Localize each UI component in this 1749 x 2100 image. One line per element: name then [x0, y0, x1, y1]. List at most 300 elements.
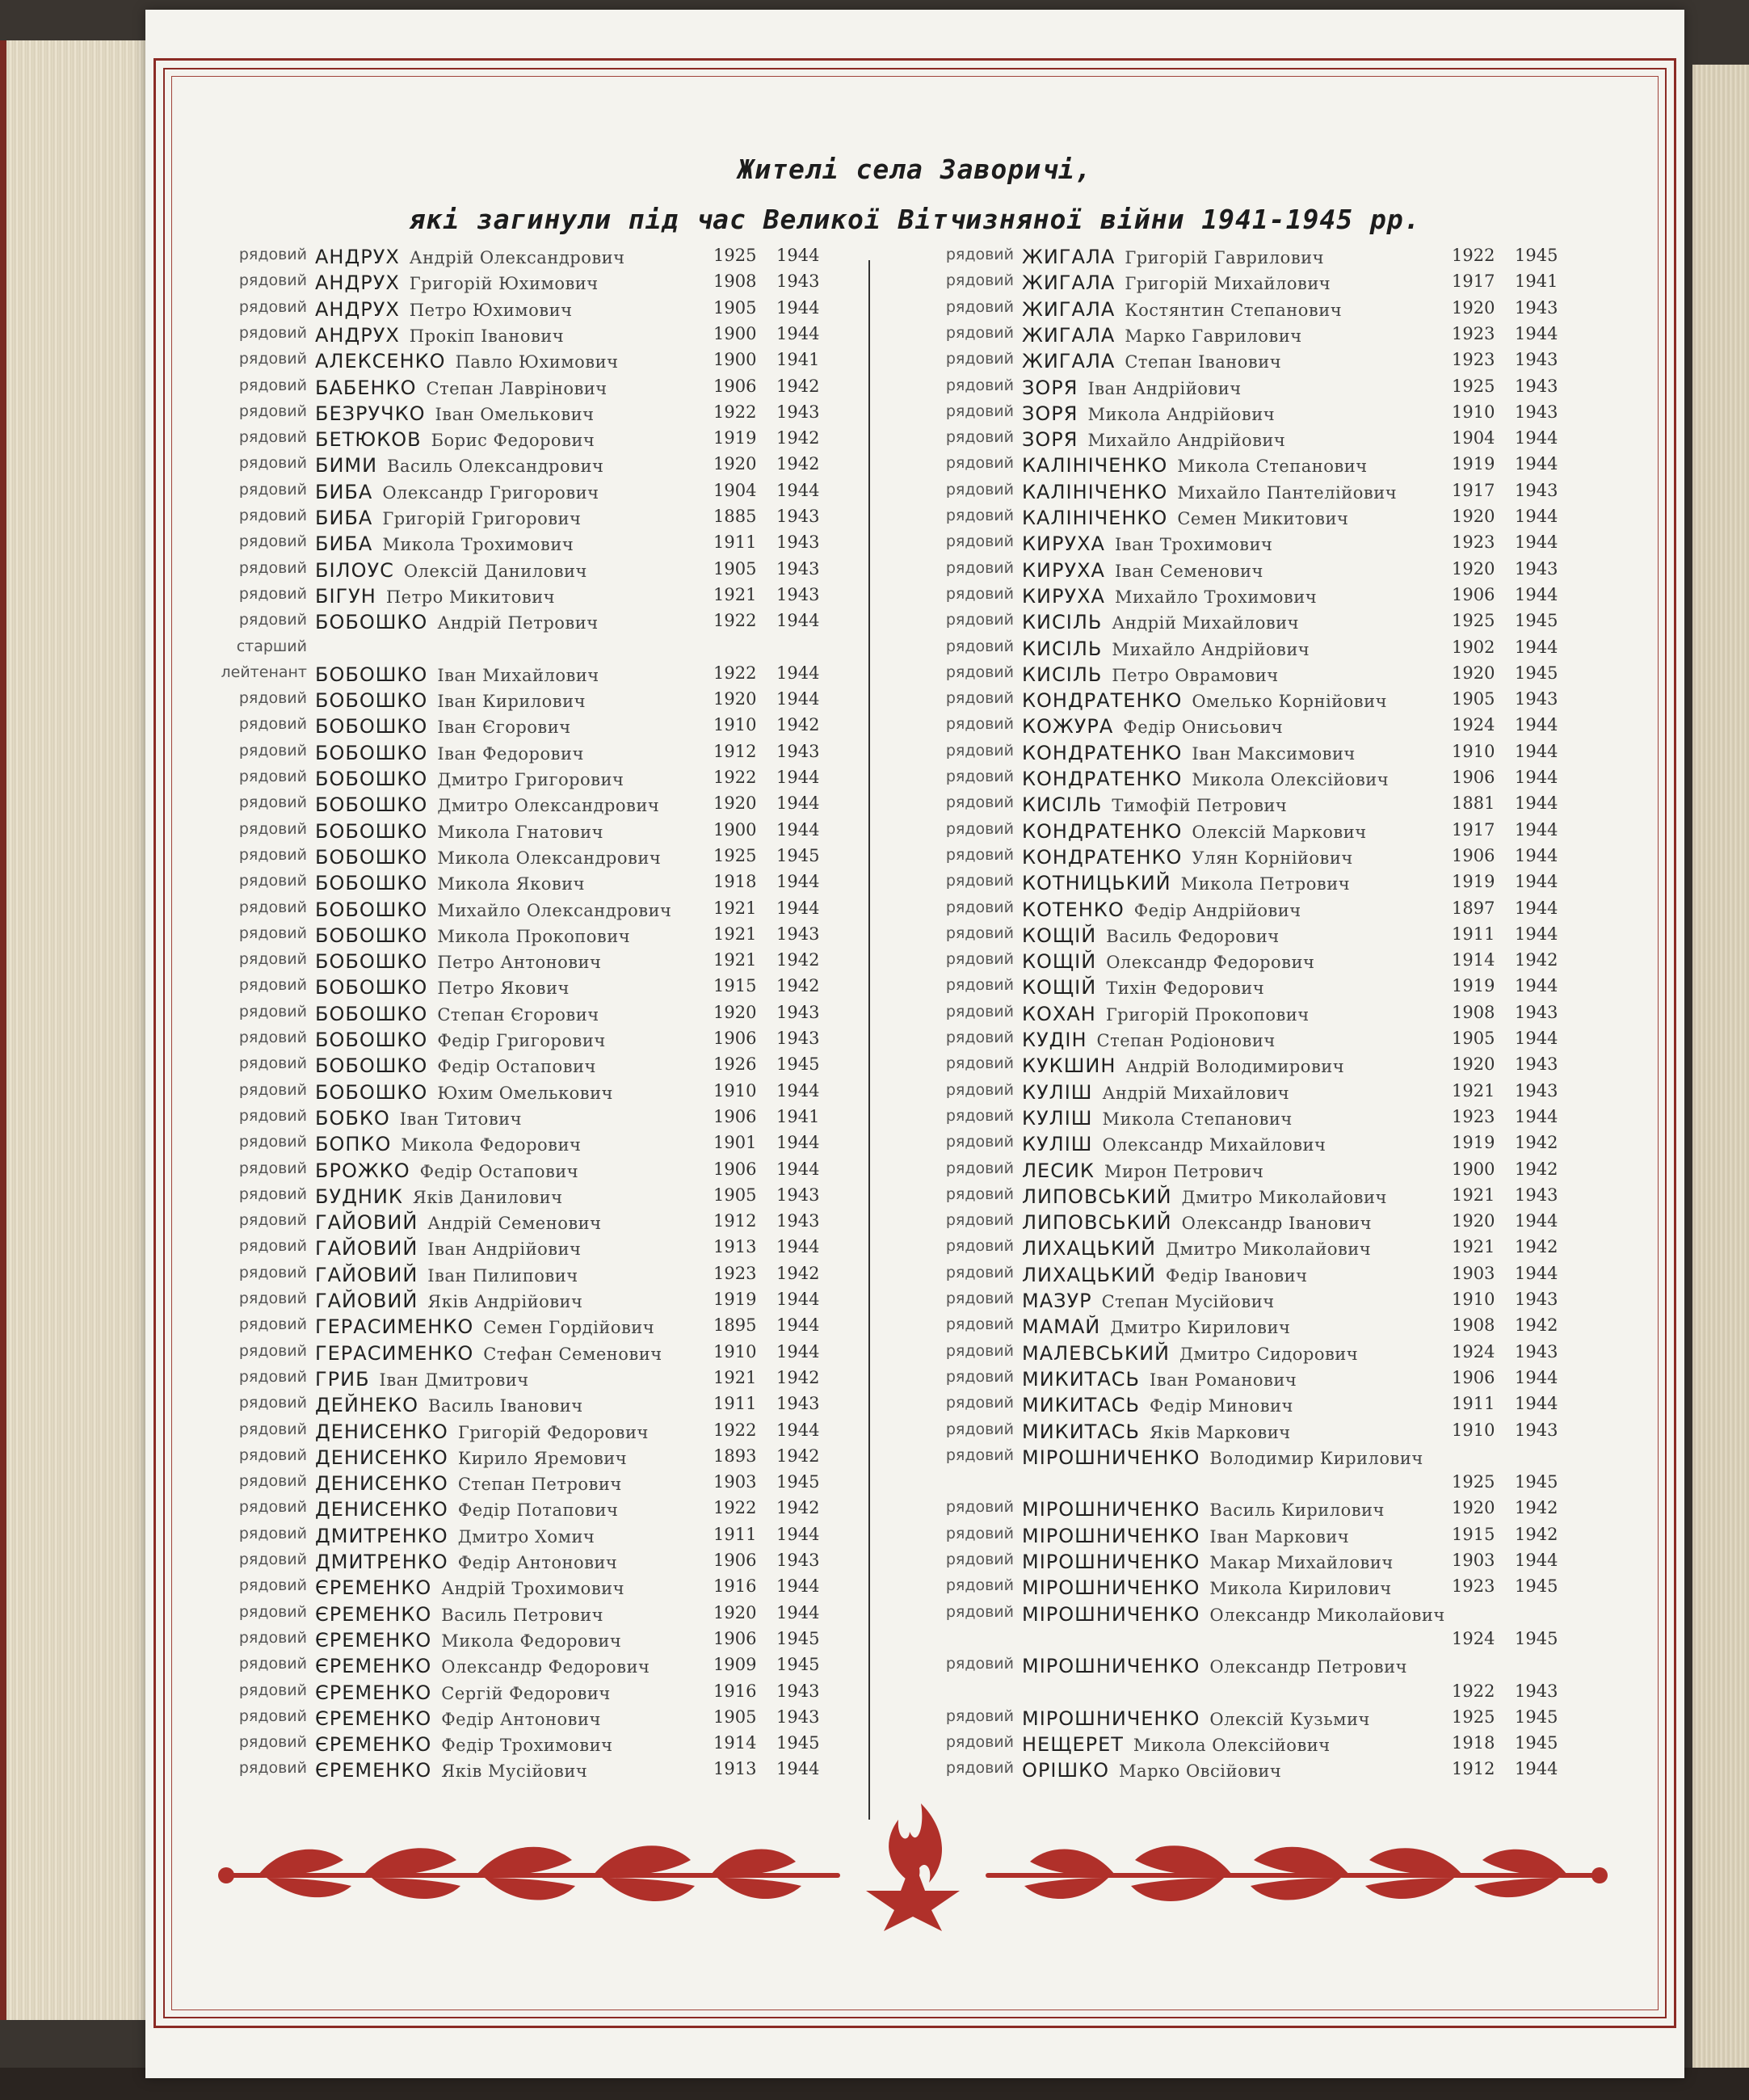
- surname-text: МАМАЙ: [1022, 1315, 1101, 1339]
- given-names: Іван Романович: [1149, 1370, 1297, 1390]
- birth-year: 1921: [713, 898, 757, 918]
- surname-text: ЖИГАЛА: [1022, 350, 1116, 373]
- given-names: Олексій Маркович: [1192, 822, 1367, 842]
- surname: [315, 663, 599, 686]
- birth-year: 1921: [1452, 1080, 1495, 1101]
- given-names: Андрій Петрович: [437, 613, 599, 633]
- surname-text: АНДРУХ: [315, 246, 400, 268]
- rank-label: рядовий: [945, 872, 1014, 890]
- surname: [315, 350, 618, 372]
- rank-label: рядовий: [238, 1394, 307, 1412]
- surname-text: ДЕНИСЕНКО: [315, 1446, 448, 1469]
- surname-text: КИСІЛЬ: [1022, 793, 1103, 817]
- surname: [315, 1681, 611, 1704]
- death-year: 1943: [1515, 1290, 1558, 1309]
- rank-label: рядовий: [945, 1237, 1014, 1256]
- death-year: 1943: [1515, 1420, 1558, 1440]
- surname: [315, 507, 581, 529]
- death-year: 1945: [1515, 663, 1558, 683]
- birth-year: 1903: [1452, 1551, 1495, 1570]
- surname-text: ДЕНИСЕНКО: [315, 1420, 448, 1443]
- rank-label: рядовий: [945, 246, 1014, 263]
- surname: [1022, 1054, 1344, 1077]
- surname-text: АНДРУХ: [315, 297, 400, 321]
- surname-text: БОБКО: [315, 1106, 390, 1130]
- death-year: 1943: [1515, 1341, 1558, 1361]
- birth-year: 1920: [713, 454, 757, 474]
- surname-text: ЄРЕМЕНКО: [315, 1628, 432, 1652]
- rank-label: рядовий: [238, 1681, 307, 1699]
- death-year: 1944: [776, 1159, 820, 1179]
- surname-text: ОРІШКО: [1022, 1759, 1110, 1782]
- birth-year: 1926: [713, 1054, 757, 1075]
- surname-text: КОТНИЦЬКИЙ: [1022, 872, 1171, 895]
- surname: [1022, 1211, 1372, 1234]
- birth-year: 1924: [1452, 1628, 1495, 1648]
- birth-year: 1921: [713, 584, 757, 604]
- surname: [1022, 742, 1356, 764]
- birth-year: 1906: [1452, 845, 1495, 865]
- death-year: 1943: [1515, 1002, 1558, 1022]
- surname: [1022, 1315, 1290, 1338]
- rank-label: рядовий: [238, 1551, 307, 1568]
- given-names: Улян Корнійович: [1192, 848, 1353, 868]
- rank-label: рядовий: [238, 1367, 307, 1386]
- surname: [1022, 1629, 1032, 1652]
- birth-year: 1906: [713, 1106, 757, 1126]
- surname: [315, 820, 603, 843]
- given-names: Андрій Володимирович: [1125, 1057, 1345, 1077]
- death-year: 1942: [776, 976, 820, 996]
- surname-text: ГАЙОВИЙ: [315, 1263, 418, 1286]
- given-names: Михайло Андрійович: [1112, 639, 1310, 659]
- given-names: Юхим Омелькович: [437, 1083, 613, 1103]
- surname: [315, 1472, 622, 1495]
- given-names: Іван Омелькович: [435, 404, 595, 424]
- given-names: Михайло Трохимович: [1114, 587, 1318, 607]
- given-names: Микола Федорович: [401, 1135, 582, 1155]
- given-names: Яків Мусійович: [441, 1761, 588, 1782]
- surname-text: НЕЩЕРЕТ: [1022, 1733, 1124, 1757]
- given-names: Іван Андрійович: [1087, 378, 1242, 398]
- surname: [315, 1576, 624, 1599]
- given-names: Григорій Юхимович: [409, 274, 599, 294]
- given-names: Микола Олексійович: [1192, 770, 1390, 789]
- death-year: 1943: [776, 741, 820, 761]
- rank-label: рядовий: [238, 1707, 307, 1725]
- death-year: 1945: [1515, 1472, 1558, 1492]
- birth-year: 1911: [713, 532, 757, 553]
- rank-label: рядовий: [238, 741, 307, 760]
- given-names: Сергій Федорович: [441, 1683, 611, 1703]
- birth-year: 1922: [713, 768, 757, 787]
- rank-label: рядовий: [945, 1394, 1014, 1412]
- given-names: Андрій Олександрович: [409, 248, 625, 267]
- given-names: Микола Степанович: [1177, 457, 1368, 477]
- given-names: Костянтин Степанович: [1125, 300, 1343, 320]
- rank-label: рядовий: [945, 768, 1014, 785]
- rank-label: рядовий: [238, 271, 307, 290]
- death-year: 1942: [1515, 1524, 1558, 1544]
- rank-label: рядовий: [945, 950, 1014, 969]
- death-year: 1944: [776, 1602, 820, 1622]
- death-year: 1944: [776, 611, 820, 631]
- rank-label: рядовий: [238, 480, 307, 499]
- birth-year: 1917: [1452, 271, 1495, 292]
- given-names: Іван Маркович: [1209, 1526, 1350, 1547]
- birth-year: 1920: [713, 689, 757, 709]
- death-year: 1943: [1515, 1080, 1558, 1101]
- rank-label: рядовий: [945, 689, 1014, 708]
- death-year: 1944: [1515, 323, 1558, 343]
- surname-text: ЛИПОВСЬКИЙ: [1022, 1211, 1172, 1235]
- given-names: Дмитро Григорович: [437, 770, 624, 789]
- rank-label: рядовий: [945, 845, 1014, 864]
- rank-label: рядовий: [238, 532, 307, 551]
- death-year: 1944: [1515, 584, 1558, 604]
- given-names: Микола Прокопович: [437, 926, 631, 946]
- surname-text: БОБОШКО: [315, 1080, 428, 1104]
- given-names: Степан Іванович: [1125, 352, 1282, 372]
- death-year: 1943: [1515, 402, 1558, 422]
- surname: [1022, 924, 1280, 947]
- rank-label: рядовий: [238, 715, 307, 734]
- birth-year: 1900: [1452, 1159, 1495, 1179]
- given-names: Микола Степанович: [1102, 1109, 1293, 1129]
- death-year: 1944: [776, 819, 820, 840]
- rank-label: рядовий: [238, 507, 307, 524]
- birth-year: 1925: [1452, 1707, 1495, 1727]
- birth-year: 1923: [1452, 1106, 1495, 1126]
- surname: [1022, 1420, 1291, 1443]
- birth-year: 1916: [713, 1576, 757, 1597]
- rank-label: рядовий: [238, 1054, 307, 1073]
- given-names: Мирон Петрович: [1104, 1161, 1264, 1181]
- surname: [315, 1185, 562, 1208]
- given-names: Олександр Миколайович: [1209, 1605, 1445, 1625]
- surname-text: АЛЕКСЕНКО: [315, 350, 446, 373]
- rank-label: рядовий: [945, 532, 1014, 551]
- page-subtitle: які загинули під час Великої Вітчизняної війни 1941-1945 рр.: [409, 204, 1421, 235]
- given-names: Микола Кирилович: [1209, 1579, 1392, 1599]
- given-names: Петро Оврамович: [1112, 665, 1279, 685]
- surname-text: БОБОШКО: [315, 898, 428, 921]
- given-names: Федір Григорович: [437, 1031, 606, 1050]
- surname: [315, 1107, 522, 1130]
- given-names: Тимофій Петрович: [1112, 796, 1288, 816]
- given-names: Дмитро Олександрович: [437, 796, 660, 816]
- surname-text: ЄРЕМЕНКО: [315, 1655, 432, 1678]
- rank-label: рядовий: [238, 689, 307, 708]
- surname-text: МІРОШНИЧЕНКО: [1022, 1707, 1200, 1730]
- rank-label: рядовий: [945, 1054, 1014, 1073]
- surname: [1022, 1107, 1293, 1130]
- birth-year: 1920: [713, 1602, 757, 1622]
- surname: [1022, 532, 1272, 555]
- given-names: Степан Родіонович: [1096, 1031, 1276, 1050]
- birth-year: 1919: [1452, 454, 1495, 474]
- death-year: 1944: [1515, 532, 1558, 553]
- given-names: Микола Олексійович: [1133, 1736, 1331, 1756]
- given-names: Микола Олександрович: [437, 848, 662, 868]
- given-names: Василь Федорович: [1106, 926, 1280, 946]
- rank-label: рядовий: [238, 1655, 307, 1673]
- birth-year: 1921: [713, 950, 757, 970]
- rank-label: рядовий: [238, 611, 307, 629]
- rank-label: рядовий: [945, 637, 1014, 655]
- rank-label: рядовий: [945, 454, 1014, 473]
- death-year: 1942: [776, 428, 820, 448]
- rank-label: рядовий: [238, 350, 307, 368]
- rank-label: рядовий: [945, 1446, 1014, 1464]
- given-names: Петро Юхимович: [409, 300, 573, 320]
- given-names: Степан Мусійович: [1101, 1292, 1275, 1311]
- death-year: 1944: [776, 480, 820, 500]
- death-year: 1944: [1515, 507, 1558, 526]
- death-year: 1944: [1515, 1106, 1558, 1126]
- surname-text: ЛЕСИК: [1022, 1159, 1095, 1182]
- surname: [315, 898, 671, 921]
- death-year: 1943: [776, 1707, 820, 1727]
- death-year: 1944: [1515, 924, 1558, 944]
- death-year: 1945: [776, 845, 820, 865]
- death-year: 1944: [1515, 1551, 1558, 1570]
- birth-year: 1915: [1452, 1524, 1495, 1544]
- given-names: Федір Антонович: [441, 1709, 601, 1729]
- surname: [315, 846, 661, 869]
- surname: [315, 1290, 582, 1312]
- death-year: 1943: [776, 402, 820, 422]
- death-year: 1942: [776, 715, 820, 735]
- rank-label: рядовий: [238, 924, 307, 942]
- surname: [1022, 402, 1275, 425]
- birth-year: 1915: [713, 976, 757, 996]
- given-names: Федір Онисьович: [1123, 718, 1284, 738]
- rank-label: рядовий: [945, 741, 1014, 760]
- birth-year: 1910: [713, 1341, 757, 1361]
- birth-year: 1909: [713, 1655, 757, 1675]
- death-year: 1943: [1515, 689, 1558, 709]
- rank-label: рядовий: [238, 793, 307, 812]
- surname: [315, 1498, 618, 1521]
- page-title: Жителі села Заворичі,: [738, 154, 1092, 185]
- rank-label: рядовий: [945, 1551, 1014, 1568]
- rank-label: рядовий: [945, 1759, 1014, 1778]
- rank-label: рядовий: [945, 1576, 1014, 1595]
- surname: [1022, 559, 1263, 582]
- surname-text: БУДНИК: [315, 1185, 403, 1208]
- birth-year: 1893: [713, 1446, 757, 1466]
- birth-year: 1920: [713, 1002, 757, 1022]
- given-names: Кирило Яремович: [457, 1448, 628, 1468]
- death-year: 1945: [776, 1472, 820, 1492]
- surname: [1022, 271, 1331, 294]
- given-names: Микола Трохимович: [382, 535, 574, 555]
- birth-year: 1920: [713, 793, 757, 814]
- rank-label: рядовий: [238, 1159, 307, 1177]
- given-names: Олександр Федорович: [1106, 953, 1315, 973]
- surname: [1022, 1472, 1032, 1495]
- given-names: Яків Андрійович: [427, 1292, 583, 1311]
- birth-year: 1921: [713, 924, 757, 944]
- given-names: Іван Пилипович: [427, 1265, 578, 1286]
- surname: [315, 1054, 596, 1077]
- surname-text: БОБОШКО: [315, 768, 428, 790]
- surname-text: КУДІН: [1022, 1029, 1087, 1051]
- rank-label: рядовий: [945, 1733, 1014, 1752]
- death-year: 1944: [776, 898, 820, 918]
- surname-text: КАЛІНІЧЕНКО: [1022, 507, 1168, 529]
- death-year: 1942: [1515, 1237, 1558, 1257]
- surname: [315, 1081, 613, 1104]
- given-names: Іван Михайлович: [437, 665, 599, 685]
- given-names: Андрій Михайлович: [1102, 1083, 1290, 1103]
- given-names: Іван Семенович: [1114, 561, 1263, 581]
- rank-label: рядовий: [238, 428, 307, 447]
- surname-text: ЖИГАЛА: [1022, 323, 1116, 347]
- surname: [1022, 1290, 1275, 1312]
- surname-text: ДЕНИСЕНКО: [315, 1498, 448, 1521]
- surname-text: БАБЕНКО: [315, 376, 417, 399]
- given-names: Микола Якович: [437, 874, 586, 894]
- rank-label: рядовий: [945, 297, 1014, 316]
- surname-text: БІГУН: [315, 584, 376, 608]
- birth-year: 1918: [1452, 1733, 1495, 1753]
- birth-year: 1910: [713, 715, 757, 735]
- surname: [315, 559, 587, 582]
- given-names: Микола Гнатович: [437, 822, 603, 842]
- birth-year: 1900: [713, 350, 757, 370]
- death-year: 1944: [1515, 1394, 1558, 1414]
- rank-label: рядовий: [238, 872, 307, 890]
- death-year: 1943: [1515, 1185, 1558, 1205]
- given-names: Семен Микитович: [1177, 509, 1349, 528]
- rank-label: рядовий: [945, 1341, 1014, 1360]
- birth-year: 1902: [1452, 637, 1495, 657]
- surname: [1022, 1394, 1293, 1416]
- death-year: 1942: [776, 1263, 820, 1283]
- surname: [1022, 1576, 1392, 1599]
- surname: [1022, 1081, 1289, 1104]
- death-year: 1945: [776, 1733, 820, 1753]
- rank-label: рядовий: [945, 1002, 1014, 1021]
- surname-text: ДМИТРЕНКО: [315, 1524, 448, 1547]
- death-year: 1944: [1515, 428, 1558, 448]
- surname-text: КИСІЛЬ: [1022, 637, 1103, 660]
- surname-text: ЄРЕМЕНКО: [315, 1733, 432, 1757]
- rank-label: рядовий: [945, 402, 1014, 420]
- rank-label: рядовий: [238, 1106, 307, 1125]
- given-names: Олександр Федорович: [441, 1657, 650, 1677]
- surname-text: ЄРЕМЕНКО: [315, 1602, 432, 1626]
- given-names: Андрій Михайлович: [1112, 613, 1300, 633]
- rank-label: рядовий: [238, 297, 307, 316]
- birth-year: 1906: [1452, 1367, 1495, 1387]
- rank-label: рядовий: [238, 1133, 307, 1151]
- surname-text: БОБОШКО: [315, 1054, 428, 1078]
- surname-text: МІРОШНИЧЕНКО: [1022, 1602, 1200, 1626]
- death-year: 1944: [1515, 1211, 1558, 1231]
- surname: [315, 1133, 581, 1155]
- rank-label: рядовий: [945, 350, 1014, 368]
- rank-label: рядовий: [945, 428, 1014, 447]
- surname-text: БОБОШКО: [315, 845, 428, 869]
- surname-text: КОНДРАТЕНКО: [1022, 741, 1183, 764]
- surname: [1022, 950, 1314, 973]
- birth-year: 1925: [1452, 1472, 1495, 1492]
- death-year: 1941: [776, 350, 820, 370]
- rank-label: рядовий: [945, 1524, 1014, 1542]
- given-names: Дмитро Сидорович: [1179, 1344, 1359, 1364]
- surname: [1022, 638, 1310, 660]
- surname: [315, 1551, 617, 1573]
- birth-year: 1922: [1452, 246, 1495, 265]
- surname-text: ДМИТРЕНКО: [315, 1551, 448, 1573]
- surname: [315, 1603, 603, 1626]
- surname: [1022, 768, 1389, 790]
- birth-year: 1922: [1452, 1681, 1495, 1701]
- rank-label: рядовий: [238, 1341, 307, 1360]
- surname: [315, 1211, 602, 1234]
- rank-label: рядовий: [238, 1524, 307, 1542]
- rank-label: рядовий: [238, 845, 307, 864]
- given-names: Федір Минович: [1149, 1396, 1293, 1416]
- given-names: Василь Кирилович: [1209, 1500, 1385, 1521]
- birth-year: 1919: [713, 428, 757, 448]
- surname: [1022, 1264, 1308, 1286]
- death-year: 1944: [776, 297, 820, 318]
- birth-year: 1920: [1452, 507, 1495, 526]
- birth-year: 1923: [1452, 350, 1495, 370]
- death-year: 1943: [1515, 480, 1558, 500]
- surname-text: КОНДРАТЕНКО: [1022, 819, 1183, 843]
- birth-year: 1920: [1452, 1054, 1495, 1075]
- surname-text: БОБОШКО: [315, 950, 428, 974]
- rank-label: рядовий: [945, 924, 1014, 942]
- surname-text: ЖИГАЛА: [1022, 271, 1116, 295]
- given-names: Григорій Гаврилович: [1125, 248, 1325, 267]
- surname: [315, 638, 325, 660]
- birth-year: 1912: [713, 1211, 757, 1231]
- death-year: 1944: [776, 1315, 820, 1336]
- surname: [315, 454, 603, 477]
- birth-year: 1921: [1452, 1185, 1495, 1205]
- given-names: Василь Петрович: [441, 1605, 604, 1625]
- birth-year: 1923: [713, 1263, 757, 1283]
- given-names: Григорій Федорович: [457, 1422, 649, 1442]
- rank-label: рядовий: [238, 584, 307, 603]
- birth-year: 1904: [713, 480, 757, 500]
- surname: [315, 1029, 606, 1051]
- surname-text: КИРУХА: [1022, 532, 1105, 556]
- birth-year: 1914: [1452, 950, 1495, 970]
- surname-text: ЛИПОВСЬКИЙ: [1022, 1185, 1172, 1208]
- surname: [315, 1759, 587, 1782]
- birth-year: 1913: [713, 1237, 757, 1257]
- rank-label: рядовий: [238, 819, 307, 838]
- given-names: Макар Михайлович: [1209, 1553, 1394, 1572]
- surname: [315, 1159, 578, 1182]
- given-names: Володимир Кирилович: [1209, 1448, 1423, 1468]
- death-year: 1943: [1515, 558, 1558, 579]
- death-year: 1943: [776, 1185, 820, 1205]
- death-year: 1944: [776, 768, 820, 787]
- surname: [1022, 715, 1283, 738]
- rank-label: рядовий: [945, 898, 1014, 916]
- death-year: 1944: [776, 1576, 820, 1597]
- surname-text: БИБА: [315, 480, 373, 503]
- rank-label: рядовий: [238, 1002, 307, 1021]
